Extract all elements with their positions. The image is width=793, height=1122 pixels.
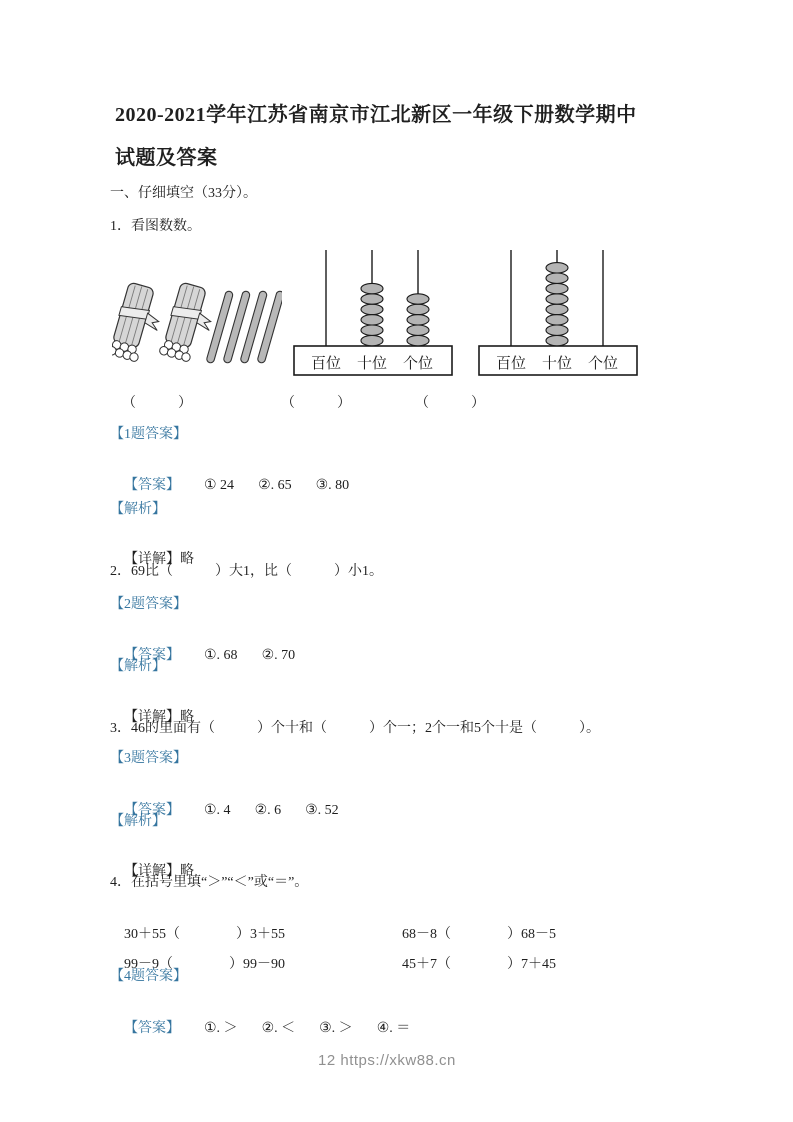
abacus-bead (407, 325, 429, 335)
sticks-image (112, 278, 282, 382)
q2-analysis-tag: 【解析】 (110, 659, 166, 674)
page-footer: 12 https://xkw88.cn (318, 1052, 456, 1069)
detail-text: 略 (180, 864, 194, 879)
answer-item: ①. 4 (204, 803, 231, 818)
abacus-bead (407, 304, 429, 314)
abacus-bead (361, 304, 383, 314)
q3-answer-header: 【3题答案】 (110, 751, 187, 766)
expression: 30＋55（ ）3＋55 (124, 927, 285, 942)
abacus-image-2 (475, 247, 641, 377)
answer-item: ③. ＞ (319, 1021, 353, 1036)
abacus-bead (361, 294, 383, 304)
detail-text: 略 (180, 710, 194, 725)
q3-prompt: 3．46的里面有（ ）个十和（ ）个一；2个一和5个十是（ ）。 (110, 721, 600, 736)
q1-blank-1: （ ） (122, 396, 192, 411)
expression: 68－8（ ）68－5 (402, 927, 556, 942)
q3-answer-line (110, 781, 363, 841)
abacus-bead (546, 294, 568, 304)
answer-item: ④. ＝ (376, 1021, 411, 1036)
answer-item: ①. ＞ (204, 1021, 238, 1036)
abacus-bead (546, 263, 568, 273)
answer-tag: 【答案】 (124, 1021, 180, 1036)
abacus-bead (546, 283, 568, 293)
q3-detail-line (110, 842, 194, 902)
abacus-bead (546, 315, 568, 325)
abacus-bead (546, 304, 568, 314)
q1-prompt: 1．看图数数。 (110, 219, 201, 234)
answer-item: ① 24 (204, 478, 235, 493)
answer-tag: 【答案】 (124, 648, 180, 663)
answer-item: ③. 80 (315, 478, 350, 493)
exam-title-line2: 试题及答案 (115, 147, 218, 169)
abacus-label-ones: 个位 (587, 356, 619, 372)
abacus-label-hundreds: 百位 (495, 356, 527, 372)
detail-text: 略 (180, 552, 194, 567)
q1-blank-2: （ ） (281, 396, 351, 411)
answer-tag: 【答案】 (124, 478, 180, 493)
abacus-bead (361, 335, 383, 345)
q1-answer-header: 【1题答案】 (110, 427, 187, 442)
q4-answer-header: 【4题答案】 (110, 969, 187, 984)
detail-tag: 【详解】 (124, 864, 180, 879)
abacus-image-1 (290, 247, 456, 377)
detail-tag: 【详解】 (124, 710, 180, 725)
answer-item: ①. 68 (204, 648, 238, 663)
answer-item: ②. 6 (254, 803, 282, 818)
expression: 99－9（ ）99－90 (124, 957, 285, 972)
q2-prompt: 2．69比（ ）大1，比（ ）小1。 (110, 564, 383, 579)
abacus-label-tens: 十位 (356, 356, 388, 372)
abacus-label-ones: 个位 (402, 356, 434, 372)
answer-item: ②. 70 (261, 648, 296, 663)
answer-item: ③. 52 (305, 803, 339, 818)
abacus-bead (546, 273, 568, 283)
detail-tag: 【详解】 (124, 552, 180, 567)
answer-item: ②. 65 (258, 478, 292, 493)
abacus-label-tens: 十位 (541, 356, 573, 372)
q1-blank-3: （ ） (415, 396, 485, 411)
abacus-bead (407, 294, 429, 304)
q1-analysis-tag: 【解析】 (110, 502, 166, 517)
answer-tag: 【答案】 (124, 803, 180, 818)
q2-detail-line (110, 688, 194, 748)
expression: 45＋7（ ）7＋45 (402, 957, 556, 972)
q3-analysis-tag: 【解析】 (110, 814, 166, 829)
abacus-bead (407, 335, 429, 345)
q4-answer-line (110, 999, 434, 1059)
abacus-bead (361, 315, 383, 325)
abacus-bead (407, 315, 429, 325)
q4-prompt: 4．在括号里填“＞”“＜”或“＝”。 (110, 875, 309, 890)
section-heading: 一、仔细填空（33分）。 (110, 186, 257, 201)
q2-answer-header: 【2题答案】 (110, 597, 187, 612)
answer-item: ②. ＜ (261, 1021, 296, 1036)
abacus-bead (361, 283, 383, 293)
abacus-bead (546, 325, 568, 335)
abacus-bead (361, 325, 383, 335)
abacus-bead (546, 335, 568, 345)
abacus-label-hundreds: 百位 (310, 356, 342, 372)
exam-title-line1: 2020-2021学年江苏省南京市江北新区一年级下册数学期中 (115, 104, 637, 126)
q2-answer-line (110, 626, 319, 686)
